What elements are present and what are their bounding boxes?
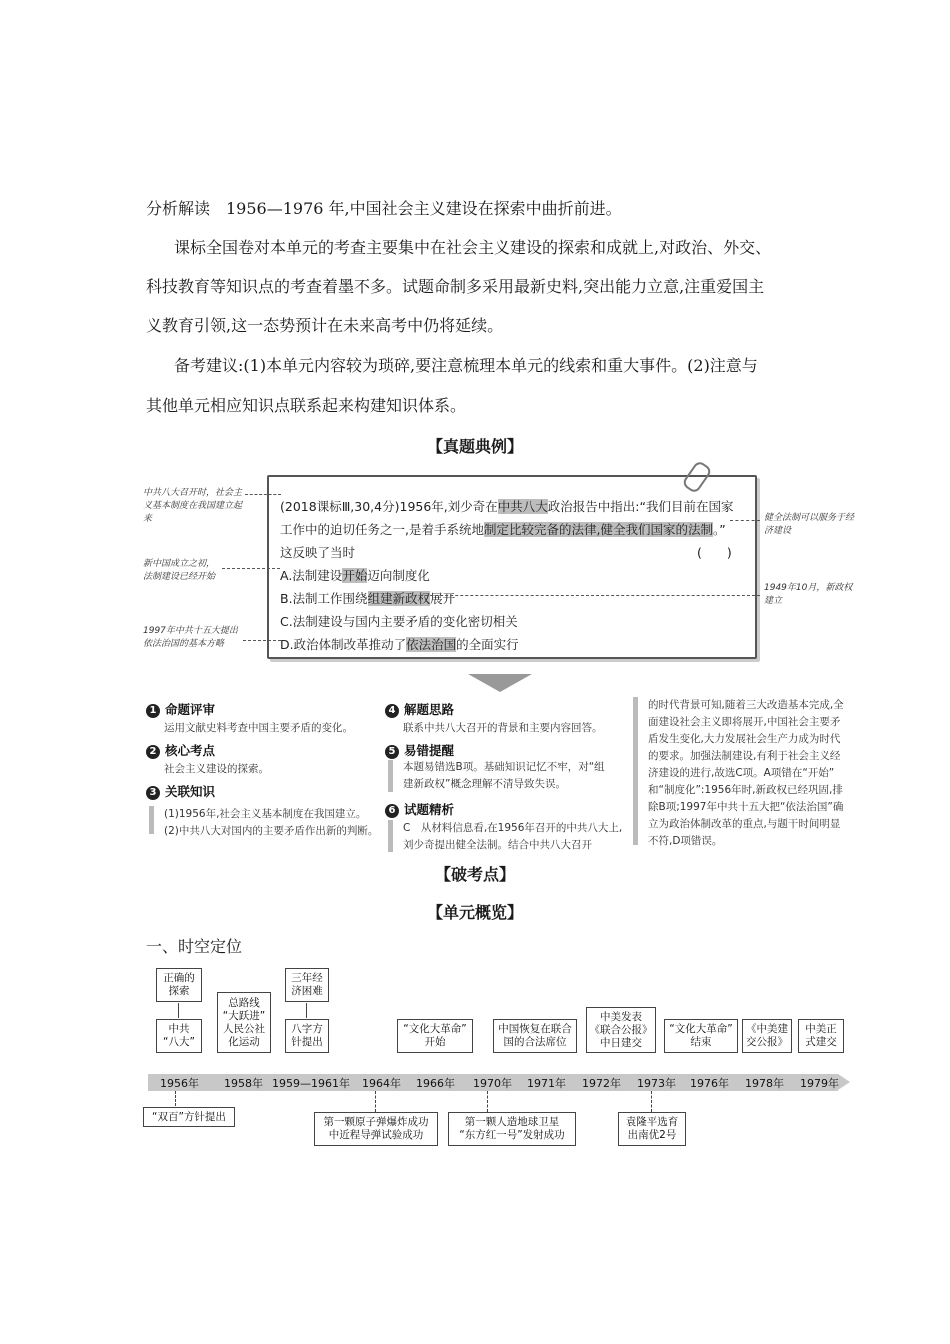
solution-continued-line: 济建设的进行,故选C项。A项错在“开始” [648, 767, 835, 779]
option-a: A.法制建设开始迈向制度化 [280, 568, 430, 583]
section-approach-text: 联系中共八大召开的背景和主要内容回答。 [403, 722, 603, 734]
event-un-seat: 中国恢复在联合 国的合法席位 [493, 1019, 577, 1053]
note-right-2: 1949年10月，新政权建立 [764, 583, 853, 606]
study-advice-1: 备考建议:(1)本单元内容较为琐碎,要注意梳理本单元的线索和重大事件。(2)注意与 [174, 356, 758, 375]
event-cultural-revolution-start: “文化大革命” 开始 [397, 1019, 473, 1053]
section-core-text: 社会主义建设的探索。 [164, 763, 269, 775]
solution-continued-line: 盾发生变化,大力发展社会生产力成为时代 [648, 733, 841, 745]
section-approach-title: 4 解题思路 [385, 700, 454, 718]
connector-bottom-2 [375, 1091, 376, 1112]
section-related-text-1: (1)1956年,社会主义基本制度在我国建立。 [164, 808, 367, 820]
side-bar-4 [633, 697, 638, 845]
year-1979: 1979年 [800, 1077, 839, 1090]
option-b: B.法制工作围绕组建新政权展开 [280, 591, 456, 606]
connector-right-2 [420, 595, 760, 596]
connector-left-3 [243, 640, 281, 641]
section-review-title: 1 命题评审 [146, 700, 215, 718]
option-c: C.法制建设与国内主要矛盾的变化密切相关 [280, 614, 518, 629]
heading-unit-overview: 【单元概览】 [426, 903, 523, 922]
connector-left-1 [245, 494, 281, 495]
heading-exam-example: 【真题典例】 [426, 437, 523, 456]
heading-break-points: 【破考点】 [434, 865, 515, 884]
section-review-text: 运用文献史料考查中国主要矛盾的变化。 [164, 722, 353, 734]
year-1973: 1973年 [637, 1077, 676, 1090]
year-1958: 1958年 [224, 1077, 263, 1090]
note-right-1: 健全法制可以服务于经济建设 [764, 513, 855, 536]
event-great-leap: 总路线 “大跃进” 人民公社 化运动 [217, 992, 271, 1053]
timeline-arrow-icon [838, 1074, 850, 1090]
event-eighth-congress: 中共 “八大” [156, 1019, 202, 1053]
section-solution-text-1: C 从材料信息看,在1956年召开的中共八大上, [403, 822, 623, 834]
question-stem-line3: 这反映了当时 [280, 545, 356, 560]
solution-continued-line: 的要求。加强法制建设,有利于社会主义经 [648, 750, 841, 762]
connector-left-2 [222, 568, 280, 569]
option-d: D.政治体制改革推动了依法治国的全面实行 [280, 637, 519, 652]
note-left-3: 1997年中共十五大提出依法治国的基本方略 [143, 626, 238, 649]
connector-top-1 [178, 1003, 179, 1018]
question-stem-line1: (2018课标Ⅲ,30,4分)1956年,刘少奇在中共八大政治报告中指出:“我们目前在国家 [280, 499, 734, 514]
section-related-title: 3 关联知识 [146, 782, 215, 800]
event-eight-character-policy: 八字方 针提出 [285, 1019, 329, 1053]
timeline-section-title: 一、时空定位 [146, 937, 243, 956]
event-double-hundred: “双百”方针提出 [143, 1107, 235, 1127]
solution-continued-line: 的时代背景可知,随着三大改造基本完成,全 [648, 699, 844, 711]
event-cultural-revolution-end: “文化大革命” 结束 [664, 1019, 738, 1053]
question-stem-line2: 工作中的迫切任务之一,是着手系统地制定比较完备的法律,健全我们国家的法制。” [280, 522, 726, 537]
side-bar-2 [388, 760, 393, 792]
intro-paragraph-2: 科技教育等知识点的考查着墨不多。试题命制多采用最新史料,突出能力立意,注重爱国主 [146, 277, 765, 296]
section-mistake-text-1: 本题易错选B项。基础知识记忆不牢，对“组 [403, 761, 605, 773]
event-satellite-launch: 第一颗人造地球卫星 “东方红一号”发射成功 [448, 1112, 576, 1146]
answer-paren: ( ) [697, 545, 732, 560]
analysis-reading: 分析解读 1956—1976 年,中国社会主义建设在探索中曲折前进。 [146, 199, 622, 218]
solution-continued-line: 不符,D项错误。 [648, 835, 723, 847]
down-arrow-icon [468, 674, 532, 692]
side-bar-3 [388, 820, 393, 852]
connector-bottom-3 [487, 1091, 488, 1112]
year-1970: 1970年 [473, 1077, 512, 1090]
intro-paragraph-3: 义教育引领,这一态势预计在未来高考中仍将延续。 [146, 316, 504, 335]
section-solution-title: 6 试题精析 [385, 800, 454, 818]
solution-continued-line: 面建设社会主义即将展开,中国社会主要矛 [648, 716, 841, 728]
year-1959-1961: 1959—1961年 [272, 1077, 350, 1090]
year-1971: 1971年 [527, 1077, 566, 1090]
connector-bottom-4 [651, 1091, 652, 1112]
section-mistake-title: 5 易错提醒 [385, 741, 454, 759]
year-1964: 1964年 [362, 1077, 401, 1090]
note-left-2: 新中国成立之初，法制建设已经开始 [143, 559, 216, 582]
solution-continued-line: 和“制度化”:1956年时,新政权已经巩固,排 [648, 784, 843, 796]
event-formal-relations: 中美正 式建交 [798, 1019, 844, 1053]
solution-continued [648, 697, 844, 850]
year-1976: 1976年 [690, 1077, 729, 1090]
year-1956: 1956年 [160, 1077, 199, 1090]
year-1972: 1972年 [582, 1077, 621, 1090]
section-core-title: 2 核心考点 [146, 741, 215, 759]
section-mistake-text-2: 建新政权”概念理解不清导致失误。 [403, 778, 566, 790]
event-joint-communique: 中美发表 《联合公报》 中日建交 [586, 1007, 656, 1053]
intro-paragraph-1: 课标全国卷对本单元的考查主要集中在社会主义建设的探索和成就上,对政治、外交、 [174, 238, 772, 257]
event-hybrid-rice: 袁隆平选育 出南优2号 [618, 1112, 686, 1146]
event-correct-exploration: 正确的 探索 [156, 968, 202, 1002]
solution-continued-line: 除B项;1997年中共十五大把“依法治国”确 [648, 801, 844, 813]
section-related-text-2: (2)中共八大对国内的主要矛盾作出新的判断。 [164, 825, 379, 837]
section-solution-text-2: 刘少奇提出健全法制。结合中共八大召开 [403, 839, 592, 851]
connector-right-1 [730, 520, 760, 521]
event-economic-hardship: 三年经 济困难 [285, 968, 329, 1002]
connector-top-2 [306, 1003, 307, 1018]
side-bar-1 [149, 806, 154, 834]
solution-continued-line: 立为政治体制改革的重点,与题干时间明显 [648, 818, 841, 830]
study-advice-2: 其他单元相应知识点联系起来构建知识体系。 [146, 396, 467, 415]
connector-bottom-1 [175, 1091, 176, 1106]
year-1966: 1966年 [416, 1077, 455, 1090]
event-establish-relations-communique: 《中美建 交公报》 [742, 1019, 792, 1053]
event-atomic-bomb: 第一颗原子弹爆炸成功 中近程导弹试验成功 [314, 1112, 438, 1146]
note-left-1: 中共八大召开时，社会主义基本制度在我国建立起来 [143, 488, 243, 524]
year-1978: 1978年 [745, 1077, 784, 1090]
